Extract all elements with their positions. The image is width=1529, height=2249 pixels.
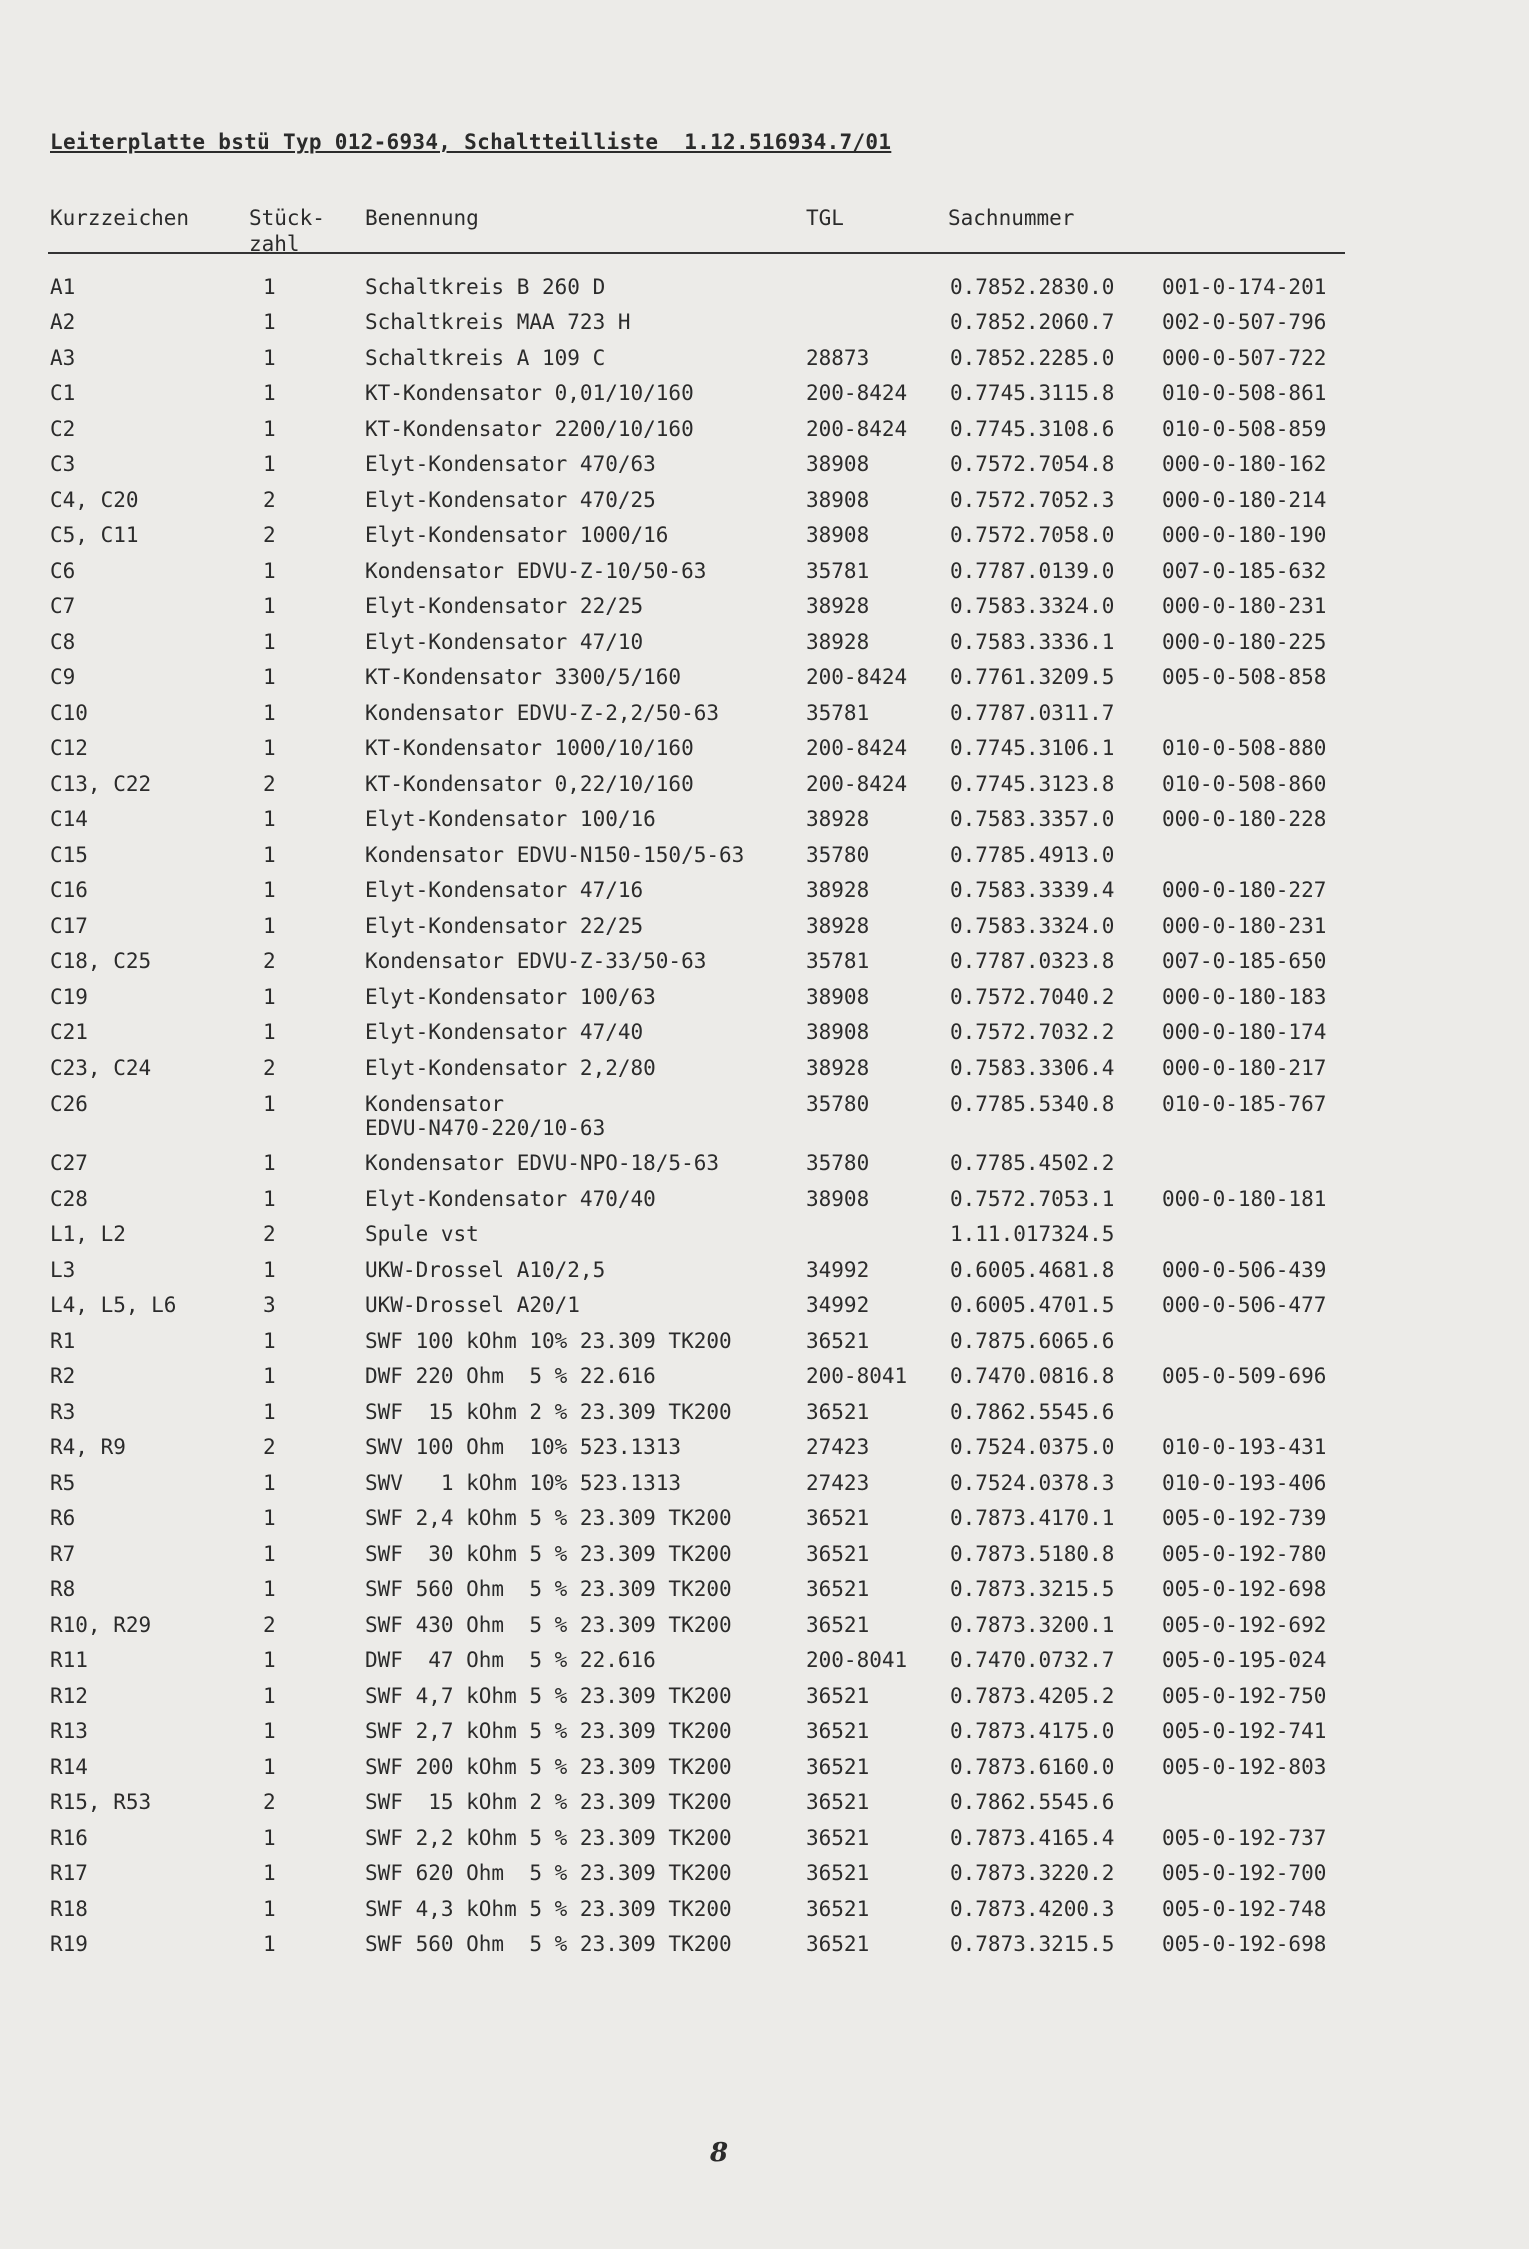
part-tgl: 35781 <box>806 949 870 973</box>
part-quantity: 1 <box>263 1648 276 1672</box>
part-quantity: 1 <box>263 736 276 760</box>
part-sachnummer: 0.7572.7032.2 <box>950 1020 1115 1044</box>
part-description: SWF 620 Ohm 5 % 23.309 TK200 <box>365 1861 732 1885</box>
part-designator: C2 <box>50 417 76 441</box>
part-order-number: 005-0-192-750 <box>1162 1684 1327 1708</box>
part-quantity: 1 <box>263 807 276 831</box>
part-designator: R15, R53 <box>50 1790 152 1814</box>
part-sachnummer: 0.6005.4701.5 <box>950 1293 1115 1317</box>
part-sachnummer: 0.7787.0311.7 <box>950 701 1115 725</box>
part-sachnummer: 0.7873.3220.2 <box>950 1861 1115 1885</box>
part-order-number: 010-0-185-767 <box>1162 1092 1327 1116</box>
part-sachnummer: 0.7787.0139.0 <box>950 559 1115 583</box>
part-quantity: 1 <box>263 346 276 370</box>
part-order-number: 002-0-507-796 <box>1162 310 1327 334</box>
part-sachnummer: 0.7785.4913.0 <box>950 843 1115 867</box>
part-sachnummer: 0.7852.2830.0 <box>950 275 1115 299</box>
part-sachnummer: 0.7583.3339.4 <box>950 878 1115 902</box>
part-tgl: 36521 <box>806 1400 870 1424</box>
part-order-number: 000-0-180-217 <box>1162 1056 1327 1080</box>
part-sachnummer: 0.7873.6160.0 <box>950 1755 1115 1779</box>
part-sachnummer: 0.7572.7052.3 <box>950 488 1115 512</box>
part-tgl: 36521 <box>806 1897 870 1921</box>
part-quantity: 1 <box>263 381 276 405</box>
part-designator: L1, L2 <box>50 1222 126 1246</box>
part-designator: R6 <box>50 1506 76 1530</box>
part-quantity: 1 <box>263 1187 276 1211</box>
part-order-number: 000-0-180-231 <box>1162 914 1327 938</box>
part-quantity: 1 <box>263 1932 276 1956</box>
part-sachnummer: 0.7873.4175.0 <box>950 1719 1115 1743</box>
part-description: DWF 220 Ohm 5 % 22.616 <box>365 1364 656 1388</box>
part-order-number: 010-0-193-406 <box>1162 1471 1327 1495</box>
part-tgl: 38908 <box>806 488 870 512</box>
part-description: Schaltkreis MAA 723 H <box>365 310 631 334</box>
part-sachnummer: 0.7873.3215.5 <box>950 1577 1115 1601</box>
part-description: SWF 4,7 kOhm 5 % 23.309 TK200 <box>365 1684 732 1708</box>
part-tgl: 38908 <box>806 985 870 1009</box>
part-sachnummer: 0.7862.5545.6 <box>950 1400 1115 1424</box>
part-quantity: 2 <box>263 1056 276 1080</box>
part-quantity: 1 <box>263 559 276 583</box>
part-tgl: 38928 <box>806 878 870 902</box>
part-designator: R10, R29 <box>50 1613 152 1637</box>
part-sachnummer: 0.6005.4681.8 <box>950 1258 1115 1282</box>
part-designator: C3 <box>50 452 76 476</box>
part-sachnummer: 0.7745.3115.8 <box>950 381 1115 405</box>
part-designator: C13, C22 <box>50 772 152 796</box>
part-quantity: 1 <box>263 701 276 725</box>
part-designator: C19 <box>50 985 88 1009</box>
part-quantity: 1 <box>263 1400 276 1424</box>
part-tgl: 38928 <box>806 914 870 938</box>
part-tgl: 36521 <box>806 1826 870 1850</box>
part-description: SWF 2,4 kOhm 5 % 23.309 TK200 <box>365 1506 732 1530</box>
part-order-number: 000-0-180-225 <box>1162 630 1327 654</box>
part-designator: R7 <box>50 1542 76 1566</box>
part-tgl: 200-8424 <box>806 665 908 689</box>
part-quantity: 1 <box>263 1897 276 1921</box>
part-tgl: 38908 <box>806 1187 870 1211</box>
part-sachnummer: 1.11.017324.5 <box>950 1222 1115 1246</box>
part-sachnummer: 0.7852.2285.0 <box>950 346 1115 370</box>
part-designator: R17 <box>50 1861 88 1885</box>
part-tgl: 35780 <box>806 1092 870 1116</box>
part-quantity: 1 <box>263 1684 276 1708</box>
part-order-number: 005-0-192-698 <box>1162 1932 1327 1956</box>
part-quantity: 1 <box>263 310 276 334</box>
part-designator: R2 <box>50 1364 76 1388</box>
part-sachnummer: 0.7852.2060.7 <box>950 310 1115 334</box>
part-sachnummer: 0.7785.4502.2 <box>950 1151 1115 1175</box>
part-order-number: 000-0-180-227 <box>1162 878 1327 902</box>
part-quantity: 2 <box>263 1790 276 1814</box>
part-designator: C27 <box>50 1151 88 1175</box>
part-description: Elyt-Kondensator 22/25 <box>365 914 644 938</box>
part-description: Elyt-Kondensator 47/16 <box>365 878 644 902</box>
part-order-number: 010-0-193-431 <box>1162 1435 1327 1459</box>
part-sachnummer: 0.7583.3324.0 <box>950 594 1115 618</box>
part-description: Spule vst <box>365 1222 479 1246</box>
part-designator: R11 <box>50 1648 88 1672</box>
part-sachnummer: 0.7875.6065.6 <box>950 1329 1115 1353</box>
part-tgl: 35780 <box>806 1151 870 1175</box>
part-designator: C4, C20 <box>50 488 139 512</box>
part-sachnummer: 0.7572.7054.8 <box>950 452 1115 476</box>
part-sachnummer: 0.7470.0816.8 <box>950 1364 1115 1388</box>
part-tgl: 28873 <box>806 346 870 370</box>
part-order-number: 005-0-192-737 <box>1162 1826 1327 1850</box>
part-sachnummer: 0.7873.3215.5 <box>950 1932 1115 1956</box>
part-description: Elyt-Kondensator 100/63 <box>365 985 656 1009</box>
part-quantity: 1 <box>263 1861 276 1885</box>
part-tgl: 200-8424 <box>806 736 908 760</box>
part-designator: R14 <box>50 1755 88 1779</box>
part-description: KT-Kondensator 0,22/10/160 <box>365 772 694 796</box>
part-description: UKW-Drossel A10/2,5 <box>365 1258 606 1282</box>
part-description: Elyt-Kondensator 1000/16 <box>365 523 669 547</box>
part-quantity: 1 <box>263 1329 276 1353</box>
part-tgl: 38908 <box>806 452 870 476</box>
part-description: Elyt-Kondensator 47/10 <box>365 630 644 654</box>
part-quantity: 3 <box>263 1293 276 1317</box>
part-quantity: 1 <box>263 1364 276 1388</box>
part-tgl: 34992 <box>806 1258 870 1282</box>
part-quantity: 2 <box>263 949 276 973</box>
part-description: Schaltkreis B 260 D <box>365 275 606 299</box>
part-order-number: 000-0-506-439 <box>1162 1258 1327 1282</box>
part-designator: A2 <box>50 310 76 334</box>
part-sachnummer: 0.7583.3357.0 <box>950 807 1115 831</box>
part-sachnummer: 0.7583.3324.0 <box>950 914 1115 938</box>
part-tgl: 36521 <box>806 1932 870 1956</box>
part-sachnummer: 0.7572.7053.1 <box>950 1187 1115 1211</box>
part-tgl: 200-8041 <box>806 1364 908 1388</box>
part-quantity: 1 <box>263 878 276 902</box>
part-description: SWF 560 Ohm 5 % 23.309 TK200 <box>365 1577 732 1601</box>
header-benennung: Benennung <box>365 206 479 230</box>
part-designator: C28 <box>50 1187 88 1211</box>
part-tgl: 35781 <box>806 701 870 725</box>
part-order-number: 005-0-192-739 <box>1162 1506 1327 1530</box>
part-sachnummer: 0.7873.4205.2 <box>950 1684 1115 1708</box>
part-quantity: 1 <box>263 1719 276 1743</box>
part-description: SWF 2,2 kOhm 5 % 23.309 TK200 <box>365 1826 732 1850</box>
part-description: Elyt-Kondensator 2,2/80 <box>365 1056 656 1080</box>
part-designator: C18, C25 <box>50 949 152 973</box>
part-order-number: 005-0-192-741 <box>1162 1719 1327 1743</box>
part-order-number: 000-0-180-181 <box>1162 1187 1327 1211</box>
part-designator: R12 <box>50 1684 88 1708</box>
part-description: Kondensator EDVU-Z-33/50-63 <box>365 949 707 973</box>
part-sachnummer: 0.7745.3108.6 <box>950 417 1115 441</box>
part-tgl: 200-8424 <box>806 772 908 796</box>
part-quantity: 1 <box>263 417 276 441</box>
part-quantity: 1 <box>263 1020 276 1044</box>
part-order-number: 005-0-508-858 <box>1162 665 1327 689</box>
part-tgl: 36521 <box>806 1684 870 1708</box>
part-description-line2: EDVU-N470-220/10-63 <box>365 1116 606 1140</box>
part-order-number: 007-0-185-650 <box>1162 949 1327 973</box>
part-order-number: 005-0-192-700 <box>1162 1861 1327 1885</box>
part-quantity: 1 <box>263 1151 276 1175</box>
part-designator: C8 <box>50 630 76 654</box>
part-designator: R8 <box>50 1577 76 1601</box>
part-tgl: 36521 <box>806 1719 870 1743</box>
part-quantity: 1 <box>263 843 276 867</box>
part-designator: R5 <box>50 1471 76 1495</box>
part-order-number: 005-0-195-024 <box>1162 1648 1327 1672</box>
part-tgl: 27423 <box>806 1471 870 1495</box>
part-order-number: 000-0-180-190 <box>1162 523 1327 547</box>
part-description: KT-Kondensator 3300/5/160 <box>365 665 682 689</box>
part-quantity: 2 <box>263 772 276 796</box>
part-quantity: 1 <box>263 1755 276 1779</box>
part-quantity: 1 <box>263 914 276 938</box>
part-designator: R16 <box>50 1826 88 1850</box>
part-description: UKW-Drossel A20/1 <box>365 1293 580 1317</box>
header-stueck-line1: Stück- <box>249 206 325 230</box>
part-description: Kondensator EDVU-Z-10/50-63 <box>365 559 707 583</box>
part-sachnummer: 0.7583.3336.1 <box>950 630 1115 654</box>
part-quantity: 1 <box>263 630 276 654</box>
part-designator: C26 <box>50 1092 88 1116</box>
part-order-number: 010-0-508-861 <box>1162 381 1327 405</box>
part-description: Elyt-Kondensator 470/63 <box>365 452 656 476</box>
part-quantity: 1 <box>263 1471 276 1495</box>
part-tgl: 36521 <box>806 1613 870 1637</box>
part-sachnummer: 0.7470.0732.7 <box>950 1648 1115 1672</box>
part-designator: C5, C11 <box>50 523 139 547</box>
part-designator: C14 <box>50 807 88 831</box>
part-description: Elyt-Kondensator 22/25 <box>365 594 644 618</box>
part-quantity: 2 <box>263 523 276 547</box>
part-description: Schaltkreis A 109 C <box>365 346 606 370</box>
header-stueckzahl <box>249 205 325 257</box>
part-designator: R4, R9 <box>50 1435 126 1459</box>
part-order-number: 005-0-192-692 <box>1162 1613 1327 1637</box>
part-tgl: 36521 <box>806 1329 870 1353</box>
part-order-number: 010-0-508-880 <box>1162 736 1327 760</box>
part-sachnummer: 0.7745.3123.8 <box>950 772 1115 796</box>
part-designator: R3 <box>50 1400 76 1424</box>
part-sachnummer: 0.7572.7040.2 <box>950 985 1115 1009</box>
part-description: KT-Kondensator 2200/10/160 <box>365 417 694 441</box>
part-designator: C16 <box>50 878 88 902</box>
header-stueck-line2: zahl <box>249 232 300 256</box>
header-rule <box>48 252 1345 254</box>
page-title: Leiterplatte bstü Typ 012-6934, Schaltteilliste 1.12.516934.7/01 <box>50 130 892 154</box>
part-sachnummer: 0.7761.3209.5 <box>950 665 1115 689</box>
part-designator: C21 <box>50 1020 88 1044</box>
part-quantity: 1 <box>263 1826 276 1850</box>
part-tgl: 38908 <box>806 1020 870 1044</box>
part-quantity: 2 <box>263 1222 276 1246</box>
part-order-number: 010-0-508-859 <box>1162 417 1327 441</box>
part-designator: A1 <box>50 275 76 299</box>
part-description: Elyt-Kondensator 470/40 <box>365 1187 656 1211</box>
part-sachnummer: 0.7873.4200.3 <box>950 1897 1115 1921</box>
part-quantity: 1 <box>263 1542 276 1566</box>
part-order-number: 000-0-180-183 <box>1162 985 1327 1009</box>
part-sachnummer: 0.7524.0378.3 <box>950 1471 1115 1495</box>
part-designator: R18 <box>50 1897 88 1921</box>
part-description: KT-Kondensator 1000/10/160 <box>365 736 694 760</box>
part-tgl: 38928 <box>806 594 870 618</box>
part-description: SWV 100 Ohm 10% 523.1313 <box>365 1435 682 1459</box>
part-designator: A3 <box>50 346 76 370</box>
part-order-number: 005-0-192-803 <box>1162 1755 1327 1779</box>
part-description: SWF 15 kOhm 2 % 23.309 TK200 <box>365 1790 732 1814</box>
part-order-number: 000-0-507-722 <box>1162 346 1327 370</box>
part-description: SWF 560 Ohm 5 % 23.309 TK200 <box>365 1932 732 1956</box>
part-quantity: 1 <box>263 594 276 618</box>
part-tgl: 35780 <box>806 843 870 867</box>
part-tgl: 38928 <box>806 807 870 831</box>
part-tgl: 200-8424 <box>806 381 908 405</box>
part-sachnummer: 0.7583.3306.4 <box>950 1056 1115 1080</box>
part-sachnummer: 0.7862.5545.6 <box>950 1790 1115 1814</box>
part-tgl: 200-8041 <box>806 1648 908 1672</box>
part-order-number: 000-0-180-162 <box>1162 452 1327 476</box>
part-order-number: 005-0-192-748 <box>1162 1897 1327 1921</box>
part-designator: C1 <box>50 381 76 405</box>
part-designator: C15 <box>50 843 88 867</box>
part-tgl: 200-8424 <box>806 417 908 441</box>
part-description: DWF 47 Ohm 5 % 22.616 <box>365 1648 656 1672</box>
part-quantity: 1 <box>263 985 276 1009</box>
part-tgl: 36521 <box>806 1542 870 1566</box>
part-description: Elyt-Kondensator 470/25 <box>365 488 656 512</box>
part-designator: L4, L5, L6 <box>50 1293 177 1317</box>
part-tgl: 36521 <box>806 1577 870 1601</box>
part-description: SWF 4,3 kOhm 5 % 23.309 TK200 <box>365 1897 732 1921</box>
part-tgl: 34992 <box>806 1293 870 1317</box>
part-tgl: 36521 <box>806 1506 870 1530</box>
part-order-number: 000-0-180-174 <box>1162 1020 1327 1044</box>
part-description: Kondensator <box>365 1092 505 1116</box>
part-quantity: 1 <box>263 1258 276 1282</box>
part-tgl: 36521 <box>806 1861 870 1885</box>
part-designator: C10 <box>50 701 88 725</box>
part-order-number: 005-0-509-696 <box>1162 1364 1327 1388</box>
part-designator: C6 <box>50 559 76 583</box>
part-quantity: 2 <box>263 1613 276 1637</box>
part-order-number: 000-0-180-214 <box>1162 488 1327 512</box>
part-tgl: 36521 <box>806 1755 870 1779</box>
header-sachnummer: Sachnummer <box>948 206 1075 230</box>
part-designator: C17 <box>50 914 88 938</box>
part-description: Elyt-Kondensator 47/40 <box>365 1020 644 1044</box>
part-description: KT-Kondensator 0,01/10/160 <box>365 381 694 405</box>
part-quantity: 1 <box>263 1506 276 1530</box>
part-order-number: 005-0-192-698 <box>1162 1577 1327 1601</box>
part-designator: C9 <box>50 665 76 689</box>
part-order-number: 000-0-180-228 <box>1162 807 1327 831</box>
header-tgl: TGL <box>806 206 844 230</box>
part-order-number: 007-0-185-632 <box>1162 559 1327 583</box>
part-order-number: 000-0-506-477 <box>1162 1293 1327 1317</box>
part-designator: C23, C24 <box>50 1056 152 1080</box>
part-description: SWF 100 kOhm 10% 23.309 TK200 <box>365 1329 732 1353</box>
part-description: Kondensator EDVU-Z-2,2/50-63 <box>365 701 720 725</box>
header-kurzzeichen: Kurzzeichen <box>50 206 190 230</box>
part-description: Kondensator EDVU-N150-150/5-63 <box>365 843 745 867</box>
part-sachnummer: 0.7873.3200.1 <box>950 1613 1115 1637</box>
part-quantity: 2 <box>263 488 276 512</box>
part-tgl: 38928 <box>806 1056 870 1080</box>
part-tgl: 38928 <box>806 630 870 654</box>
part-designator: R19 <box>50 1932 88 1956</box>
part-sachnummer: 0.7873.5180.8 <box>950 1542 1115 1566</box>
part-tgl: 27423 <box>806 1435 870 1459</box>
part-sachnummer: 0.7745.3106.1 <box>950 736 1115 760</box>
part-designator: R13 <box>50 1719 88 1743</box>
part-description: SWF 2,7 kOhm 5 % 23.309 TK200 <box>365 1719 732 1743</box>
page-number: 8 <box>710 2138 729 2168</box>
part-quantity: 2 <box>263 1435 276 1459</box>
part-designator: C7 <box>50 594 76 618</box>
part-designator: L3 <box>50 1258 76 1282</box>
part-description: SWV 1 kOhm 10% 523.1313 <box>365 1471 682 1495</box>
part-order-number: 005-0-192-780 <box>1162 1542 1327 1566</box>
part-quantity: 1 <box>263 452 276 476</box>
part-order-number: 000-0-180-231 <box>1162 594 1327 618</box>
part-tgl: 35781 <box>806 559 870 583</box>
part-quantity: 1 <box>263 275 276 299</box>
part-description: SWF 15 kOhm 2 % 23.309 TK200 <box>365 1400 732 1424</box>
part-description: SWF 200 kOhm 5 % 23.309 TK200 <box>365 1755 732 1779</box>
part-sachnummer: 0.7787.0323.8 <box>950 949 1115 973</box>
part-designator: C12 <box>50 736 88 760</box>
part-tgl: 38908 <box>806 523 870 547</box>
part-sachnummer: 0.7785.5340.8 <box>950 1092 1115 1116</box>
part-sachnummer: 0.7873.4170.1 <box>950 1506 1115 1530</box>
part-order-number: 001-0-174-201 <box>1162 275 1327 299</box>
part-sachnummer: 0.7572.7058.0 <box>950 523 1115 547</box>
part-description: SWF 430 Ohm 5 % 23.309 TK200 <box>365 1613 732 1637</box>
part-designator: R1 <box>50 1329 76 1353</box>
part-sachnummer: 0.7524.0375.0 <box>950 1435 1115 1459</box>
part-quantity: 1 <box>263 665 276 689</box>
part-sachnummer: 0.7873.4165.4 <box>950 1826 1115 1850</box>
part-description: SWF 30 kOhm 5 % 23.309 TK200 <box>365 1542 732 1566</box>
part-tgl: 36521 <box>806 1790 870 1814</box>
part-description: Kondensator EDVU-NPO-18/5-63 <box>365 1151 720 1175</box>
part-description: Elyt-Kondensator 100/16 <box>365 807 656 831</box>
part-quantity: 1 <box>263 1092 276 1116</box>
part-quantity: 1 <box>263 1577 276 1601</box>
part-order-number: 010-0-508-860 <box>1162 772 1327 796</box>
